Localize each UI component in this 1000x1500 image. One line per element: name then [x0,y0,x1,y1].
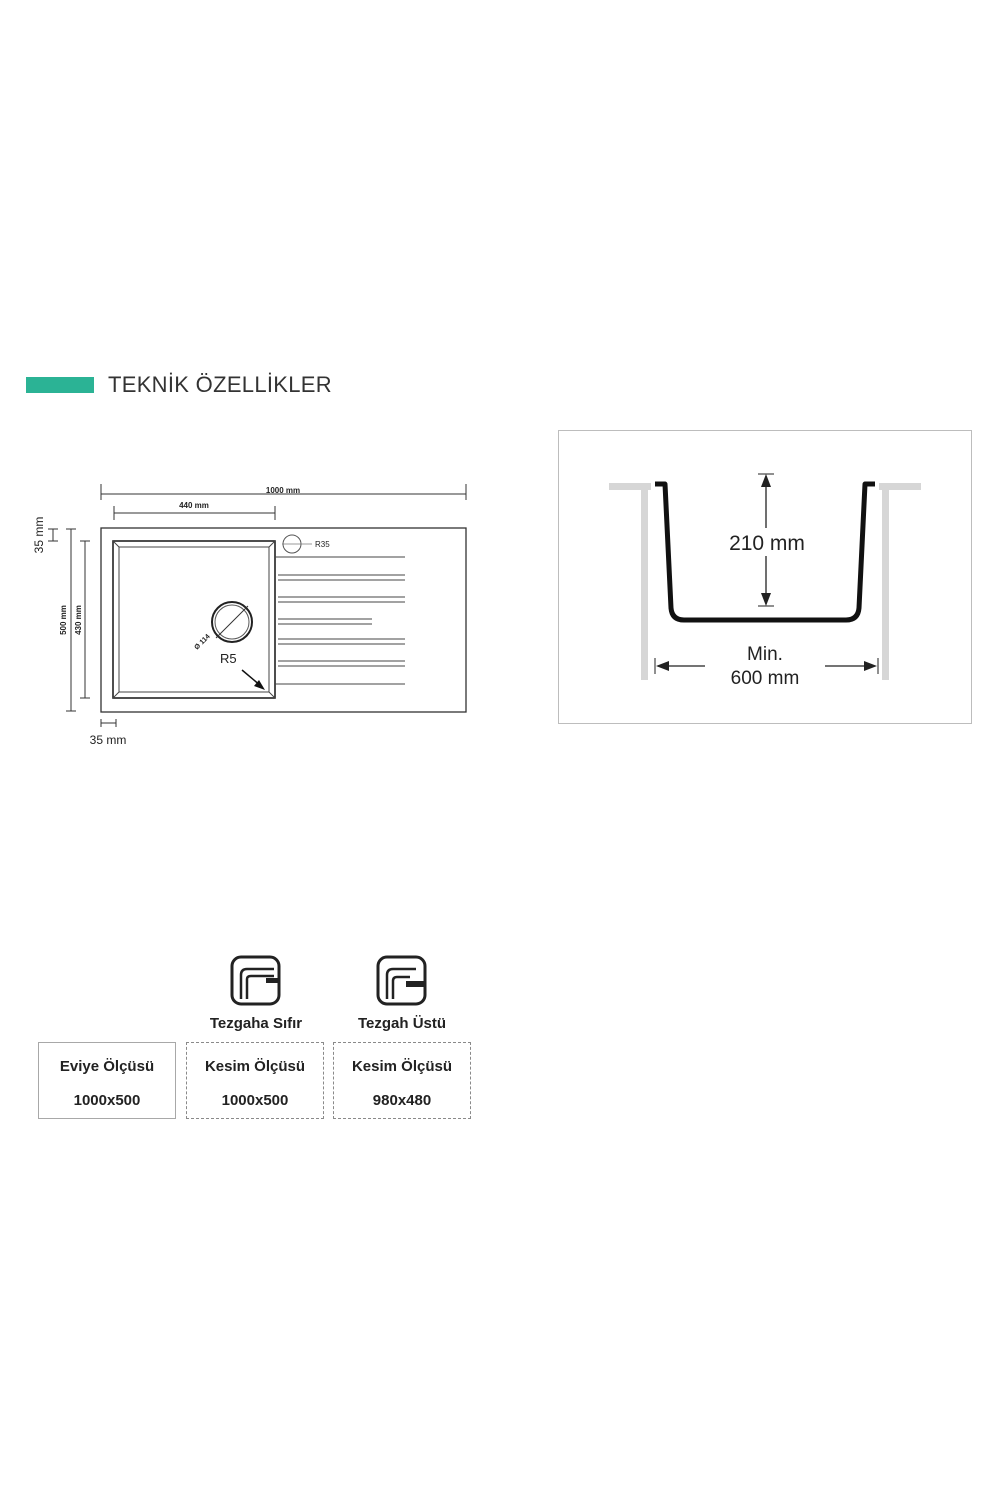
page-title: TEKNİK ÖZELLİKLER [108,372,332,397]
top-mount-label: Tezgah Üstü [357,1015,447,1032]
top-cut-cell [333,1042,471,1119]
top-cut-label: Kesim Ölçüsü [351,1058,453,1075]
sink-section-drawing [558,430,972,724]
flush-cut-cell [186,1042,324,1119]
top-mount-icon [376,955,428,1007]
sink-size-cell [38,1042,176,1119]
depth-label: 210 mm [729,532,805,555]
flush-mount-label: Tezgaha Sıfır [209,1015,303,1032]
cabinet-width-label: 600 mm [730,668,800,689]
corner-radius-label: R5 [220,651,237,666]
flush-cut-value: 1000x500 [221,1092,289,1109]
margin-bottom-label: 35 mm [89,733,127,747]
sink-top-view-drawing [0,470,540,770]
bowl-width-label: 440 mm [179,501,209,510]
sink-size-value: 1000x500 [73,1092,141,1109]
bowl-height-label: 430 mm [74,605,83,635]
height-label: 500 mm [59,605,68,635]
width-label: 1000 mm [265,486,301,495]
min-label: Min. [747,644,783,665]
top-cut-value: 980x480 [372,1092,432,1109]
drain-label: Ø 114 [193,633,212,652]
margin-top-label: 35 mm [32,516,46,554]
header-accent-bar [26,377,94,393]
flush-cut-label: Kesim Ölçüsü [204,1058,306,1075]
tap-hole-label: R35 [315,540,330,549]
sink-size-label: Eviye Ölçüsü [59,1058,155,1075]
flush-mount-icon [230,955,282,1007]
